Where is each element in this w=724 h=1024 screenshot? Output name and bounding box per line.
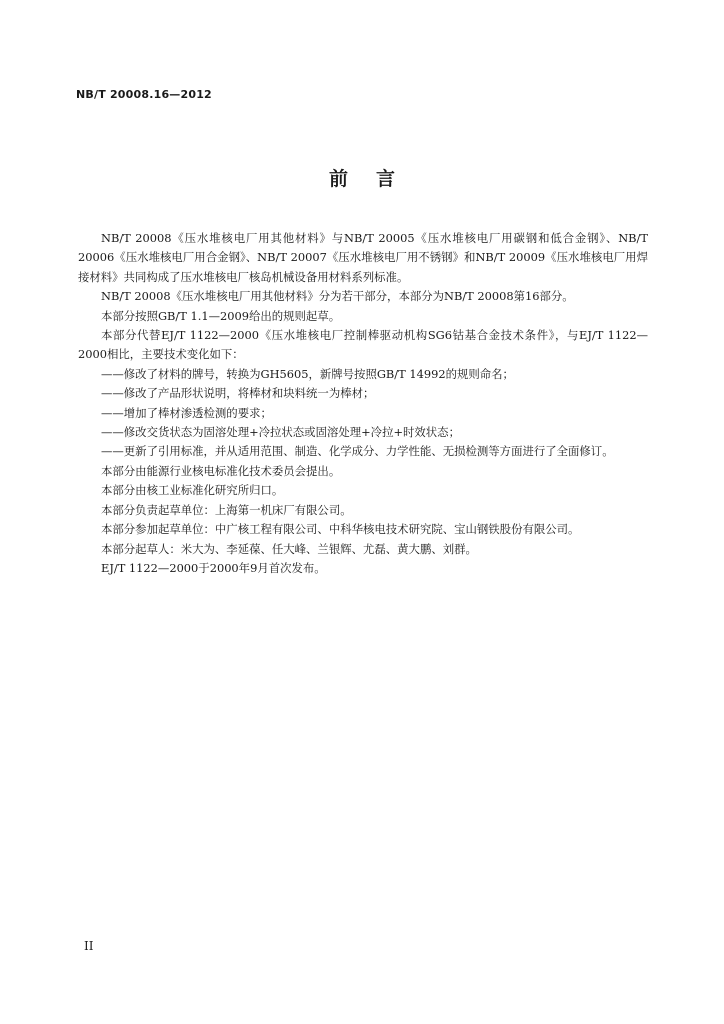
paragraph-first-release: EJ/T 1122—2000于2000年9月首次发布。 xyxy=(101,560,326,575)
page-title: 前言 xyxy=(328,168,423,190)
change-item: ——修改交货状态为固溶处理+冷拉状态或固溶处理+冷拉+时效状态； xyxy=(101,425,460,440)
paragraph-series-description: NB/T 20008《压水堆核电厂用其他材料》与NB/T 20005《压水堆核电厂用碳钢和低合金钢》、NB/T 20006《压水堆核电厂用合金钢》、NB/T 20007《压水堆核电厂用不锈钢》和NB/T 20009《压水堆核电厂用焊接材料》共同构成了压水堆核电厂核岛机械设备用材料系列标准。 xyxy=(78,231,648,284)
change-item: ——更新了引用标准，并从适用范围、制造、化学成分、力学性能、无损检测等方面进行了全面修订。 xyxy=(101,444,614,459)
standard-code: NB/T 20008.16—2012 xyxy=(76,88,212,101)
paragraph-participating-drafters: 本部分参加起草单位：中广核工程有限公司、中科华核电技术研究院、宝山钢铁股份有限公司。 xyxy=(101,522,580,537)
paragraph-lead-drafter: 本部分负责起草单位：上海第一机床厂有限公司。 xyxy=(101,502,352,517)
paragraph-part-statement: NB/T 20008《压水堆核电厂用其他材料》分为若干部分，本部分为NB/T 20008第16部分。 xyxy=(101,289,574,304)
paragraph-centralized-by: 本部分由核工业标准化研究所归口。 xyxy=(101,483,284,498)
change-item: ——增加了棒材渗透检测的要求； xyxy=(101,405,272,420)
foreword-body xyxy=(78,229,648,578)
paragraph-drafting-rules: 本部分按照GB/T 1.1—2009给出的规则起草。 xyxy=(101,308,341,323)
paragraph-proposer: 本部分由能源行业核电标准化技术委员会提出。 xyxy=(101,463,341,478)
paragraph-drafters: 本部分起草人：米大为、李延葆、任大峰、兰银辉、尤磊、黄大鹏、刘群。 xyxy=(101,541,477,556)
paragraph-replacement: 本部分代替EJ/T 1122—2000《压水堆核电厂控制棒驱动机构SG6钴基合金技术条件》，与EJ/T 1122—2000相比，主要技术变化如下： xyxy=(78,328,648,362)
change-item: ——修改了材料的牌号，转换为GH5605，新牌号按照GB/T 14992的规则命名； xyxy=(101,366,514,381)
page-number: II xyxy=(84,939,94,953)
change-item: ——修改了产品形状说明，将棒材和块料统一为棒材； xyxy=(101,386,375,401)
